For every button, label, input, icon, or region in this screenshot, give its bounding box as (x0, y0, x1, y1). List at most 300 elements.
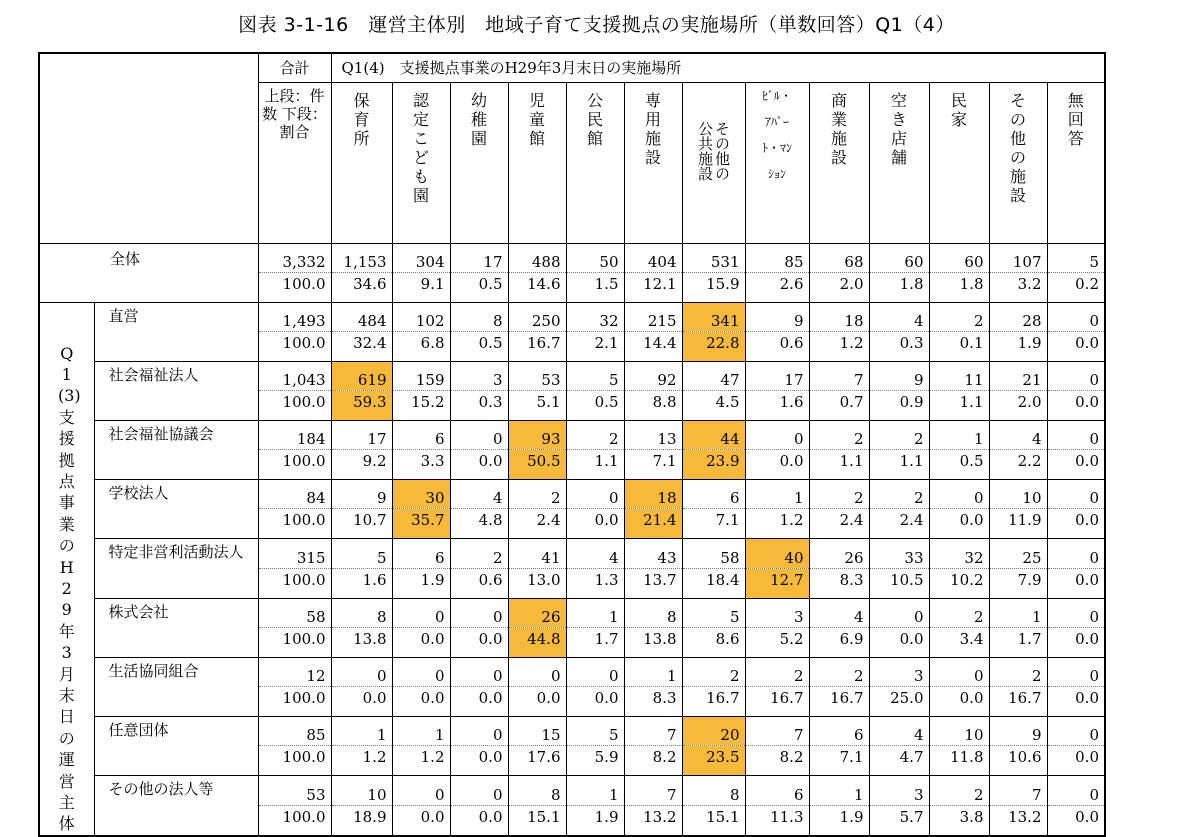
count-cell: 6 (745, 776, 809, 805)
count-cell: 8 (508, 776, 566, 805)
pct-cell: 0.6 (745, 331, 809, 361)
table-row (39, 539, 1105, 568)
pct-cell: 0.0 (566, 687, 624, 717)
count-cell: 0 (392, 776, 450, 805)
count-cell: 2 (745, 657, 809, 686)
count-cell: 1 (624, 657, 682, 686)
count-cell: 15 (508, 717, 566, 746)
pct-cell: 25.0 (869, 687, 929, 717)
count-cell: 4 (869, 717, 929, 746)
count-cell: 26 (809, 539, 869, 568)
count-cell: 32 (566, 302, 624, 331)
pct-cell: 1.2 (809, 331, 869, 361)
pct-cell: 0.1 (929, 331, 989, 361)
pct-cell: 0.0 (450, 746, 508, 776)
pct-cell: 2.4 (809, 509, 869, 539)
count-cell: 17 (745, 361, 809, 390)
count-cell: 18 (809, 302, 869, 331)
header-col-11 (989, 82, 1047, 243)
pct-cell: 100.0 (258, 450, 331, 480)
pct-cell: 0.0 (450, 805, 508, 836)
count-cell: 1,153 (331, 243, 392, 272)
count-cell: 0 (929, 657, 989, 686)
pct-cell: 1.7 (566, 627, 624, 657)
pct-cell: 13.8 (624, 627, 682, 657)
pct-cell: 1.2 (745, 509, 809, 539)
count-cell: 8 (331, 598, 392, 627)
count-cell: 0 (1047, 657, 1105, 686)
pct-cell: 8.3 (624, 687, 682, 717)
pct-cell: 4.8 (450, 509, 508, 539)
pct-cell: 0.0 (1047, 450, 1105, 480)
count-cell: 0 (566, 480, 624, 509)
count-cell: 0 (331, 657, 392, 686)
header-unit-label: 上段：件数 下段：割合 (258, 82, 331, 243)
header-col-8 (809, 82, 869, 243)
pct-cell: 0.0 (1047, 627, 1105, 657)
count-cell: 2 (929, 598, 989, 627)
pct-cell: 5.1 (508, 390, 566, 420)
count-cell: 17 (450, 243, 508, 272)
count-cell: 5 (566, 361, 624, 390)
pct-cell: 2.0 (989, 390, 1047, 420)
pct-cell: 10.6 (989, 746, 1047, 776)
count-cell: 2 (929, 302, 989, 331)
count-cell: 7 (624, 717, 682, 746)
count-cell: 0 (1047, 539, 1105, 568)
count-cell: 3,332 (258, 243, 331, 272)
header-col-4 (566, 82, 624, 243)
pct-cell: 16.7 (682, 687, 745, 717)
count-cell: 531 (682, 243, 745, 272)
pct-cell: 11.9 (989, 509, 1047, 539)
count-cell: 1 (989, 598, 1047, 627)
pct-cell: 2.1 (566, 331, 624, 361)
count-cell: 53 (258, 776, 331, 805)
count-cell: 0 (392, 657, 450, 686)
count-cell: 32 (929, 539, 989, 568)
pct-cell: 1.9 (809, 805, 869, 836)
pct-cell: 7.9 (989, 568, 1047, 598)
count-cell: 484 (331, 302, 392, 331)
pct-cell: 18.4 (682, 568, 745, 598)
header-col-label: その他の 公共施設 (696, 120, 731, 181)
pct-cell: 1.3 (566, 568, 624, 598)
count-cell: 1 (392, 717, 450, 746)
count-cell: 93 (508, 420, 566, 449)
pct-cell: 1.7 (989, 627, 1047, 657)
count-cell: 0 (1047, 420, 1105, 449)
pct-cell: 22.8 (682, 331, 745, 361)
count-cell: 47 (682, 361, 745, 390)
pct-cell: 8.2 (624, 746, 682, 776)
header-col-7 (745, 82, 809, 243)
pct-cell: 0.0 (745, 450, 809, 480)
pct-cell: 1.8 (869, 272, 929, 302)
pct-cell: 1.1 (929, 390, 989, 420)
count-cell: 102 (392, 302, 450, 331)
count-cell: 184 (258, 420, 331, 449)
count-cell: 0 (566, 657, 624, 686)
header-col-12 (1047, 82, 1105, 243)
pct-cell: 3.8 (929, 805, 989, 836)
pct-cell: 6.9 (809, 627, 869, 657)
pct-cell: 1.9 (392, 568, 450, 598)
count-cell: 0 (1047, 598, 1105, 627)
count-cell: 28 (989, 302, 1047, 331)
pct-cell: 0.0 (1047, 746, 1105, 776)
count-cell: 30 (392, 480, 450, 509)
pct-cell: 100.0 (258, 627, 331, 657)
count-cell: 9 (745, 302, 809, 331)
count-cell: 2 (566, 420, 624, 449)
count-cell: 7 (745, 717, 809, 746)
page-title: 図表 3-1-16 運営主体別 地域子育て支援拠点の実施場所（単数回答）Q1（4） (238, 14, 955, 36)
count-cell: 92 (624, 361, 682, 390)
pct-cell: 0.3 (450, 390, 508, 420)
count-cell: 18 (624, 480, 682, 509)
count-cell: 1 (745, 480, 809, 509)
count-cell: 0 (450, 657, 508, 686)
count-cell: 43 (624, 539, 682, 568)
pct-cell: 5.9 (566, 746, 624, 776)
pct-cell: 0.0 (1047, 568, 1105, 598)
count-cell: 50 (566, 243, 624, 272)
count-cell: 215 (624, 302, 682, 331)
count-cell: 10 (989, 480, 1047, 509)
count-cell: 33 (869, 539, 929, 568)
header-col-label: 認定こども園 (412, 90, 429, 205)
pct-cell: 8.8 (624, 390, 682, 420)
count-cell: 11 (929, 361, 989, 390)
pct-cell: 15.2 (392, 390, 450, 420)
count-cell: 58 (258, 598, 331, 627)
count-cell: 60 (869, 243, 929, 272)
pct-cell: 0.0 (869, 627, 929, 657)
count-cell: 10 (929, 717, 989, 746)
count-cell: 6 (682, 480, 745, 509)
pct-cell: 1.8 (929, 272, 989, 302)
count-cell: 6 (392, 539, 450, 568)
count-cell: 6 (809, 717, 869, 746)
row-label: 社会福祉法人 (94, 361, 258, 420)
row-label-total: 全体 (39, 243, 258, 302)
row-label: 学校法人 (94, 480, 258, 539)
count-cell: 12 (258, 657, 331, 686)
count-cell: 1,493 (258, 302, 331, 331)
pct-cell: 0.0 (566, 509, 624, 539)
pct-cell: 16.7 (989, 687, 1047, 717)
header-col-5 (624, 82, 682, 243)
count-cell: 0 (1047, 480, 1105, 509)
count-cell: 7 (624, 776, 682, 805)
count-cell: 0 (869, 598, 929, 627)
pct-cell: 13.8 (331, 627, 392, 657)
pct-cell: 13.0 (508, 568, 566, 598)
count-cell: 0 (1047, 302, 1105, 331)
pct-cell: 0.0 (392, 627, 450, 657)
count-cell: 4 (989, 420, 1047, 449)
pct-cell: 100.0 (258, 568, 331, 598)
count-cell: 60 (929, 243, 989, 272)
row-label: 社会福祉協議会 (94, 420, 258, 479)
count-cell: 9 (869, 361, 929, 390)
count-cell: 58 (682, 539, 745, 568)
pct-cell: 2.4 (869, 509, 929, 539)
pct-cell: 0.0 (1047, 390, 1105, 420)
pct-cell: 8.3 (809, 568, 869, 598)
count-cell: 0 (450, 717, 508, 746)
pct-cell: 4.5 (682, 390, 745, 420)
data-table (38, 52, 1106, 837)
pct-cell: 1.6 (331, 568, 392, 598)
pct-cell: 0.0 (392, 805, 450, 836)
count-cell: 341 (682, 302, 745, 331)
pct-cell: 2.4 (508, 509, 566, 539)
count-cell: 5 (566, 717, 624, 746)
count-cell: 1 (566, 776, 624, 805)
header-sum-label: 合計 (258, 53, 331, 82)
count-cell: 1 (566, 598, 624, 627)
count-cell: 6 (392, 420, 450, 449)
pct-cell: 16.7 (745, 687, 809, 717)
pct-cell: 15.9 (682, 272, 745, 302)
pct-cell: 13.2 (624, 805, 682, 836)
count-cell: 304 (392, 243, 450, 272)
count-cell: 2 (869, 420, 929, 449)
pct-cell: 5.2 (745, 627, 809, 657)
pct-cell: 3.2 (989, 272, 1047, 302)
pct-cell: 0.6 (450, 568, 508, 598)
pct-cell: 0.0 (1047, 509, 1105, 539)
pct-cell: 11.8 (929, 746, 989, 776)
pct-cell: 2.6 (745, 272, 809, 302)
count-cell: 1 (929, 420, 989, 449)
pct-cell: 17.6 (508, 746, 566, 776)
count-cell: 13 (624, 420, 682, 449)
row-label: その他の法人等 (94, 776, 258, 836)
header-col-1 (392, 82, 450, 243)
pct-cell: 14.6 (508, 272, 566, 302)
side-label-text: Q1(3)支援拠点事業のH29年3月末日の運営主体 (57, 343, 81, 834)
count-cell: 5 (682, 598, 745, 627)
count-cell: 2 (809, 420, 869, 449)
count-cell: 26 (508, 598, 566, 627)
pct-cell: 0.0 (450, 450, 508, 480)
count-cell: 9 (989, 717, 1047, 746)
pct-cell: 100.0 (258, 272, 331, 302)
row-label: 株式会社 (94, 598, 258, 657)
pct-cell: 7.1 (624, 450, 682, 480)
count-cell: 488 (508, 243, 566, 272)
count-cell: 4 (869, 302, 929, 331)
pct-cell: 0.5 (566, 390, 624, 420)
row-label: 特定非営利活動法人 (94, 539, 258, 598)
header-col-label: 専用施設 (644, 90, 661, 167)
header-col-label: 無回答 (1067, 90, 1084, 148)
pct-cell: 2.0 (809, 272, 869, 302)
count-cell: 2 (809, 480, 869, 509)
table-row (39, 598, 1105, 627)
side-label (39, 302, 94, 836)
count-cell: 68 (809, 243, 869, 272)
count-cell: 8 (682, 776, 745, 805)
count-cell: 7 (989, 776, 1047, 805)
pct-cell: 1.2 (331, 746, 392, 776)
pct-cell: 35.7 (392, 509, 450, 539)
count-cell: 3 (869, 657, 929, 686)
count-cell: 0 (929, 480, 989, 509)
pct-cell: 0.0 (450, 687, 508, 717)
count-cell: 2 (508, 480, 566, 509)
count-cell: 10 (331, 776, 392, 805)
count-cell: 2 (929, 776, 989, 805)
count-cell: 0 (450, 420, 508, 449)
header-col-label: 幼稚園 (470, 90, 487, 148)
pct-cell: 18.9 (331, 805, 392, 836)
count-cell: 17 (331, 420, 392, 449)
count-cell: 4 (450, 480, 508, 509)
count-cell: 1,043 (258, 361, 331, 390)
count-cell: 9 (331, 480, 392, 509)
count-cell: 3 (450, 361, 508, 390)
count-cell: 1 (331, 717, 392, 746)
pct-cell: 100.0 (258, 390, 331, 420)
header-col-label: その他の施設 (1009, 90, 1026, 205)
pct-cell: 11.3 (745, 805, 809, 836)
header-col-label: 児童館 (528, 90, 545, 148)
pct-cell: 0.0 (392, 687, 450, 717)
pct-cell: 7.1 (682, 509, 745, 539)
count-cell: 159 (392, 361, 450, 390)
pct-cell: 0.0 (1047, 687, 1105, 717)
count-cell: 20 (682, 717, 745, 746)
pct-cell: 0.7 (809, 390, 869, 420)
count-cell: 0 (508, 657, 566, 686)
pct-cell: 2.2 (989, 450, 1047, 480)
pct-cell: 14.4 (624, 331, 682, 361)
table-row (39, 361, 1105, 390)
pct-cell: 8.6 (682, 627, 745, 657)
pct-cell: 23.9 (682, 450, 745, 480)
count-cell: 0 (1047, 776, 1105, 805)
count-cell: 85 (258, 717, 331, 746)
count-cell: 8 (624, 598, 682, 627)
pct-cell: 0.0 (331, 687, 392, 717)
count-cell: 404 (624, 243, 682, 272)
pct-cell: 34.6 (331, 272, 392, 302)
pct-cell: 3.3 (392, 450, 450, 480)
count-cell: 4 (809, 598, 869, 627)
pct-cell: 0.0 (1047, 331, 1105, 361)
pct-cell: 50.5 (508, 450, 566, 480)
header-col-6 (682, 82, 745, 243)
pct-cell: 100.0 (258, 509, 331, 539)
count-cell: 0 (450, 776, 508, 805)
pct-cell: 0.0 (929, 509, 989, 539)
count-cell: 0 (1047, 717, 1105, 746)
pct-cell: 0.9 (869, 390, 929, 420)
pct-cell: 32.4 (331, 331, 392, 361)
pct-cell: 0.5 (450, 331, 508, 361)
pct-cell: 15.1 (682, 805, 745, 836)
pct-cell: 8.2 (745, 746, 809, 776)
count-cell: 40 (745, 539, 809, 568)
pct-cell: 16.7 (508, 331, 566, 361)
count-cell: 85 (745, 243, 809, 272)
count-cell: 2 (809, 657, 869, 686)
pct-cell: 1.5 (566, 272, 624, 302)
count-cell: 8 (450, 302, 508, 331)
row-label: 生活協同組合 (94, 657, 258, 716)
pct-cell: 100.0 (258, 331, 331, 361)
pct-cell: 1.9 (566, 805, 624, 836)
count-cell: 25 (989, 539, 1047, 568)
header-col-0 (331, 82, 392, 243)
pct-cell: 6.8 (392, 331, 450, 361)
pct-cell: 3.4 (929, 627, 989, 657)
pct-cell: 0.5 (929, 450, 989, 480)
pct-cell: 1.1 (869, 450, 929, 480)
count-cell: 0 (745, 420, 809, 449)
header-col-label: 保育所 (353, 90, 370, 148)
count-cell: 1 (809, 776, 869, 805)
header-col-label: ﾋﾞﾙ・ ｱﾊﾟｰ ﾄ・ﾏﾝ ｼｮﾝ (761, 88, 792, 181)
row-label: 任意団体 (94, 717, 258, 776)
pct-cell: 1.1 (566, 450, 624, 480)
pct-cell: 21.4 (624, 509, 682, 539)
header-col-label: 公民館 (586, 90, 603, 148)
count-cell: 0 (392, 598, 450, 627)
row-label: 直営 (94, 302, 258, 361)
count-cell: 0 (1047, 361, 1105, 390)
pct-cell: 15.1 (508, 805, 566, 836)
pct-cell: 5.7 (869, 805, 929, 836)
header-row-1 (39, 53, 1105, 82)
count-cell: 3 (745, 598, 809, 627)
pct-cell: 13.2 (989, 805, 1047, 836)
count-cell: 2 (989, 657, 1047, 686)
header-col-2 (450, 82, 508, 243)
pct-cell: 0.2 (1047, 272, 1105, 302)
pct-cell: 59.3 (331, 390, 392, 420)
pct-cell: 12.1 (624, 272, 682, 302)
header-col-label: 空き店舗 (890, 90, 907, 167)
count-cell: 5 (331, 539, 392, 568)
pct-cell: 7.1 (809, 746, 869, 776)
pct-cell: 100.0 (258, 805, 331, 836)
pct-cell: 13.7 (624, 568, 682, 598)
pct-cell: 0.0 (929, 687, 989, 717)
header-corner (39, 53, 258, 243)
pct-cell: 0.0 (1047, 805, 1105, 836)
count-cell: 250 (508, 302, 566, 331)
table-row (39, 243, 1105, 272)
count-cell: 53 (508, 361, 566, 390)
count-cell: 21 (989, 361, 1047, 390)
count-cell: 4 (566, 539, 624, 568)
count-cell: 84 (258, 480, 331, 509)
pct-cell: 10.7 (331, 509, 392, 539)
header-col-label: 商業施設 (830, 90, 847, 167)
pct-cell: 1.1 (809, 450, 869, 480)
count-cell: 315 (258, 539, 331, 568)
pct-cell: 9.2 (331, 450, 392, 480)
table-row (39, 302, 1105, 331)
pct-cell: 10.5 (869, 568, 929, 598)
pct-cell: 1.9 (989, 331, 1047, 361)
pct-cell: 0.0 (508, 687, 566, 717)
